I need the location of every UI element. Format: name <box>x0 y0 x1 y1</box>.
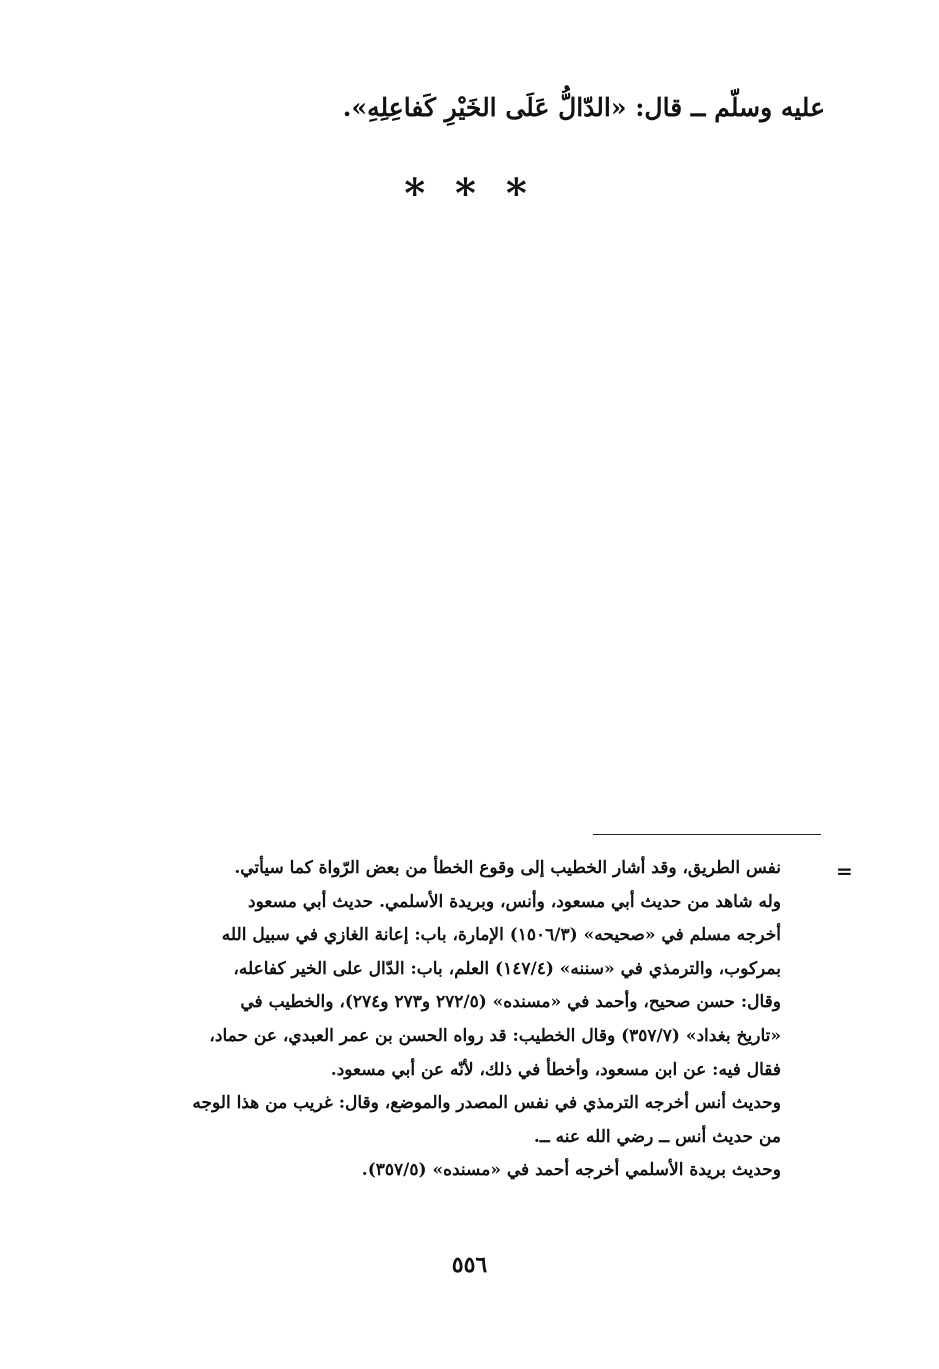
footnote-line: أخرجه مسلم في «صحيحه» (١٥٠٦/٣) الإمارة، باب: إعانة الغازي في سبيل الله <box>221 925 781 946</box>
footnote-continuation-mark: = <box>836 859 853 883</box>
section-separator: * * * <box>404 170 535 217</box>
footnote-block <box>116 852 781 1188</box>
footnote-line: وحديث بريدة الأسلمي أخرجه أحمد في «مسنده» (٣٥٧/٥). <box>361 1160 781 1181</box>
footnote-line: فقال فيه: عن ابن مسعود، وأخطأ في ذلك، لأنّه عن أبي مسعود. <box>330 1059 781 1080</box>
page-number: ٥٥٦ <box>451 1252 488 1278</box>
main-text-line: عليه وسلّم ــ قال: «الدّالُّ عَلَى الخَيْرِ كَفاعِلِهِ». <box>342 93 825 122</box>
footnote-line: وله شاهد من حديث أبي مسعود، وأنس، وبريدة الأسلمي. حديث أبي مسعود <box>248 891 781 912</box>
footnote-line: نفس الطريق، وقد أشار الخطيب إلى وقوع الخطأ من بعض الرّواة كما سيأتي. <box>234 858 781 878</box>
footnote-line: من حديث أنس ــ رضي الله عنه ــ. <box>533 1126 781 1147</box>
footnote-divider <box>593 834 821 835</box>
footnote-line: بمركوب، والترمذي في «سننه» (١٤٧/٤) العلم، باب: الدّال على الخير كفاعله، <box>233 958 781 979</box>
footnote-line: وقال: حسن صحيح، وأحمد في «مسنده» (٢٧٢/٥ و٢٧٣ و٢٧٤)، والخطيب في <box>240 992 781 1013</box>
footnote-line: وحديث أنس أخرجه الترمذي في نفس المصدر والموضع، وقال: غريب من هذا الوجه <box>192 1093 781 1114</box>
footnote-line: «تاريخ بغداد» (٣٥٧/٧) وقال الخطيب: قد رواه الحسن بن عمر العبدي، عن حماد، <box>209 1025 781 1046</box>
